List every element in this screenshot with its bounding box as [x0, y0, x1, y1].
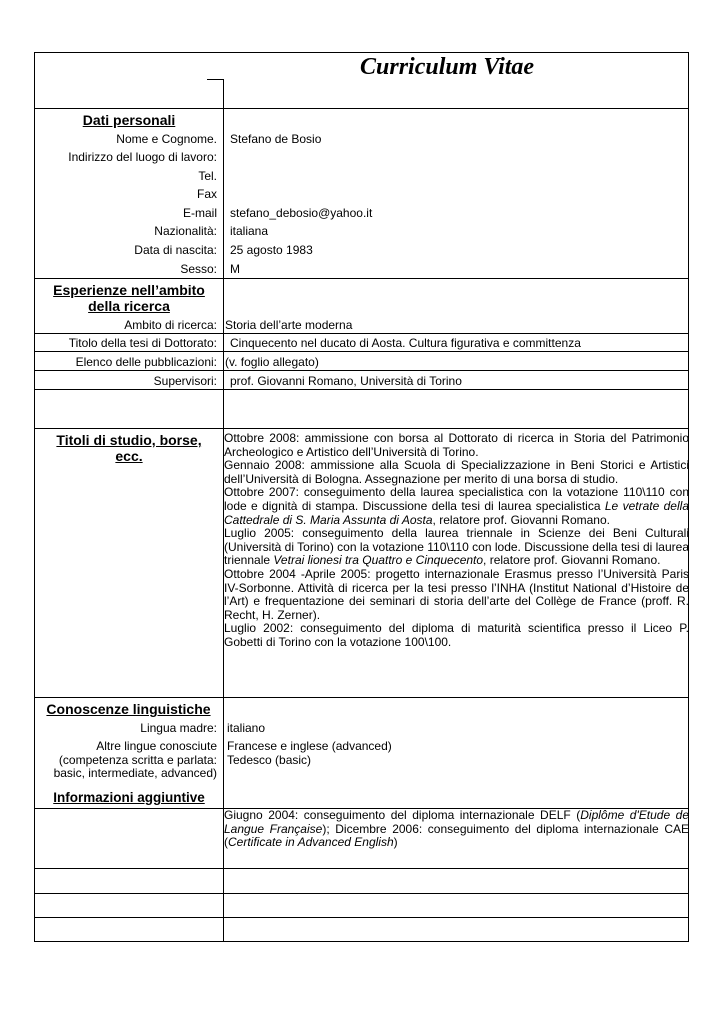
nationality-value: italiana: [230, 224, 269, 238]
other-languages-label-line: Altre lingue conosciute: [96, 739, 217, 753]
email-label: E-mail: [182, 206, 217, 220]
supervisors-value: prof. Giovanni Romano, Università di Torino: [230, 374, 462, 388]
research-field-label: Ambito di ricerca:: [124, 318, 217, 332]
address-label: Indirizzo del luogo di lavoro:: [68, 150, 217, 164]
research-heading: [44, 282, 214, 314]
supervisors-label: Supervisori:: [153, 374, 217, 388]
row-line: [34, 428, 689, 429]
additional-text-part: ): [393, 835, 398, 850]
mother-tongue-label: Lingua madre:: [140, 721, 217, 735]
study-text: , relatore prof. Giovanni Romano.: [483, 553, 661, 568]
diploma-name-italic: Diplôme d'Etude de Langue Française: [224, 808, 689, 836]
additional-text: [224, 809, 689, 850]
thesis-title-italic: Vetrai lionesi tra Quattro e Cinquecento: [273, 553, 484, 568]
birthdate-value: 25 agosto 1983: [230, 243, 313, 257]
research-heading-line1: Esperienze nell’ambito: [53, 282, 205, 298]
study-entry: Ottobre 2004 -Aprile 2005: progetto internazionale Erasmus presso l’Università Paris IV-Sorbonne. Attività di ricerca per la tesi presso l’INHA (Institut National d’Histoire de l’Art) e frequentazione dei seminari di storia dell’arte del Collège de France (proff. R. Recht, H. Zerner).: [224, 566, 689, 622]
nationality-label: Nazionalità:: [154, 224, 217, 238]
row-line: [34, 917, 689, 918]
study-entry: [224, 527, 689, 568]
studies-heading-line2: ecc.: [115, 448, 143, 464]
row-line: [34, 697, 689, 698]
section-separator-personal: [34, 278, 689, 279]
name-label: Nome e Cognome.: [116, 132, 217, 146]
personal-heading: Dati personali: [82, 112, 176, 128]
other-language-entry: Francese e inglese (advanced): [227, 739, 392, 753]
row-line: [34, 893, 689, 894]
mother-tongue-value: italiano: [227, 721, 266, 735]
study-entry: Gennaio 2008: ammissione alla Scuola di Specializzazione in Beni Storici e Artistici dell’Università di Bologna. Assegnazione per merito di una borsa di studio.: [224, 458, 689, 486]
title-corner-line: [207, 79, 224, 80]
other-languages-value: [227, 740, 392, 767]
studies-heading: [44, 432, 214, 464]
row-line: [34, 370, 689, 371]
study-text: Luglio 2005: conseguimento della laurea triennale in Scienze dei Beni Culturali (Università di Torino) con la votazione 110\110 con lode. Discussione della tesi di laurea triennale: [224, 526, 689, 568]
additional-text-part: ); Dicembre 2006: conseguimento del diploma internazionale CAE (: [224, 821, 689, 850]
study-text: , relatore prof. Giovanni Romano.: [432, 512, 610, 527]
additional-text-part: Giugno 2004: conseguimento del diploma internazionale DELF (: [224, 808, 581, 822]
fax-label: Fax: [196, 187, 217, 201]
thesis-title-italic: Le vetrate della Cattedrale di S. Maria Assunta di Aosta: [224, 498, 689, 527]
row-line: [34, 868, 689, 869]
document-title: Curriculum Vitae: [360, 54, 535, 80]
publications-label: Elenco delle pubblicazioni:: [75, 355, 217, 369]
additional-heading: Informazioni aggiuntive: [53, 790, 205, 805]
other-languages-label: [37, 740, 217, 781]
thesis-title-label: Titolo della tesi di Dottorato:: [68, 336, 217, 350]
study-text: Ottobre 2007: conseguimento della laurea specialistica con la votazione 110\110 con lode e dignità di stampa. Discussione della tesi di laurea specialistica: [224, 485, 689, 513]
other-languages-label-line: basic, intermediate, advanced): [53, 766, 217, 781]
studies-heading-line1: Titoli di studio, borse,: [56, 432, 202, 448]
email-value[interactable]: stefano_debosio@yahoo.it: [230, 206, 373, 220]
other-language-entry: Tedesco (basic): [227, 752, 312, 767]
study-entry: [224, 486, 689, 527]
studies-text: [224, 432, 689, 650]
study-entry: Ottobre 2008: ammissione con borsa al Dottorato di ricerca in Storia del Patrimonio Archeologico e Artistico dell’Università di Torino.: [224, 431, 689, 459]
sex-label: Sesso:: [180, 262, 217, 276]
header-separator: [34, 108, 689, 109]
row-line: [34, 351, 689, 352]
name-value: Stefano de Bosio: [230, 132, 322, 146]
study-entry: Luglio 2002: conseguimento del diploma di maturità scientifica presso il Liceo P. Gobetti di Torino con la votazione 100\100.: [224, 621, 689, 649]
research-heading-line2: della ricerca: [88, 298, 170, 314]
research-field-value: Storia dell’arte moderna: [225, 318, 353, 332]
row-line: [34, 333, 689, 334]
other-languages-label-line: (competenza scritta e parlata:: [58, 752, 217, 767]
sex-value: M: [230, 262, 240, 276]
birthdate-label: Data di nascita:: [134, 243, 217, 257]
certificate-name-italic: Certificate in Advanced English: [228, 835, 394, 850]
row-line: [34, 389, 689, 390]
languages-heading: Conoscenze linguistiche: [46, 701, 211, 717]
publications-value: (v. foglio allegato): [225, 355, 319, 369]
thesis-title-value: Cinquecento nel ducato di Aosta. Cultura figurativa e committenza: [230, 336, 581, 350]
tel-label: Tel.: [198, 169, 217, 183]
